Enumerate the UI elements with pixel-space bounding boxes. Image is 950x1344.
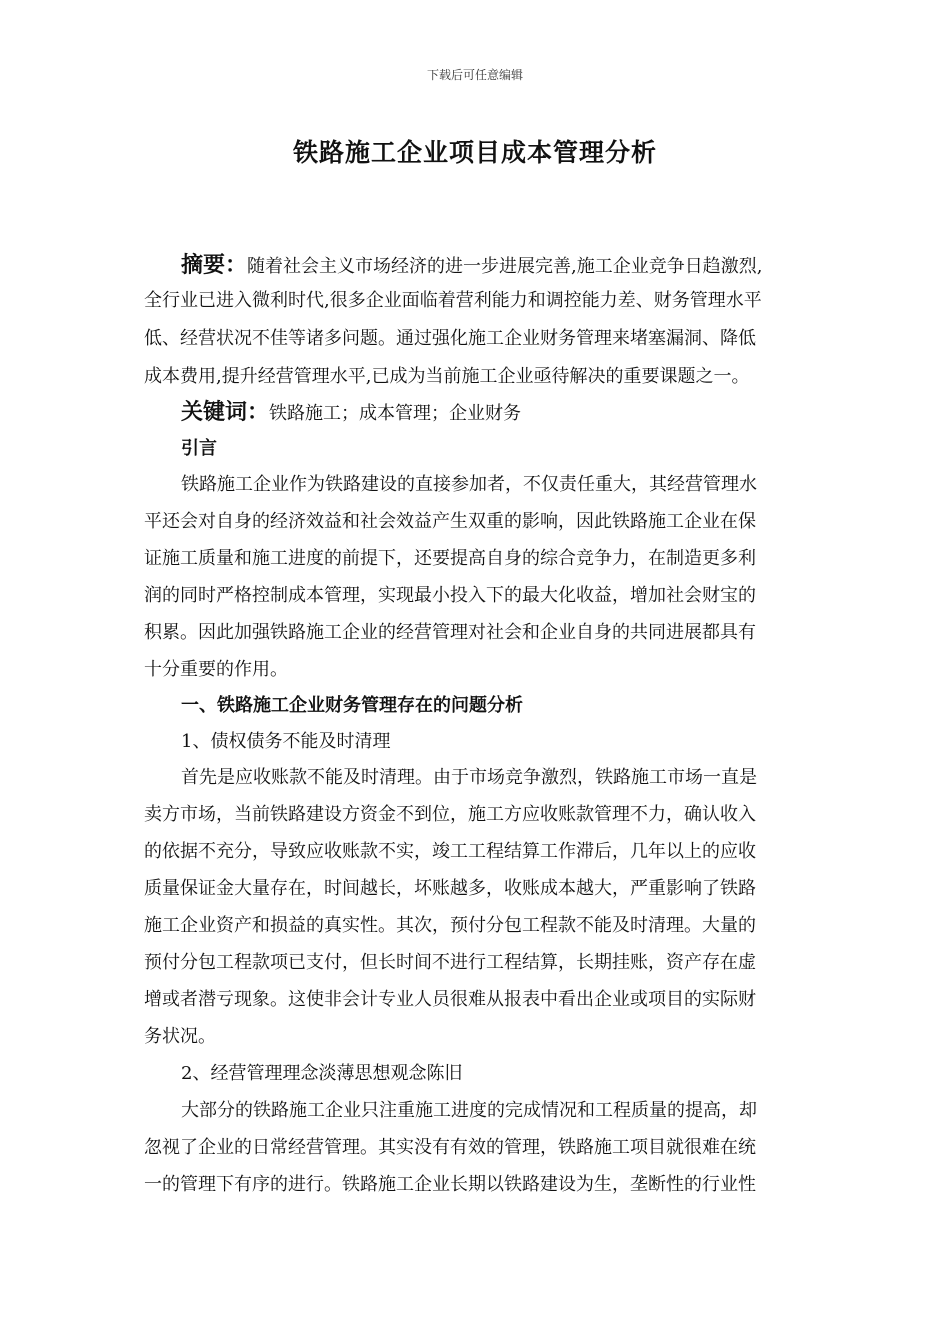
document-title: 铁路施工企业项目成本管理分析 xyxy=(292,138,657,167)
paragraph-line: 积累。因此加强铁路施工企业的经营管理对社会和企业自身的共同进展都具有 xyxy=(144,622,756,643)
paragraph-line: 首先是应收账款不能及时清理。由于市场竞争激烈，铁路施工市场一直是 xyxy=(181,767,757,788)
intro-heading: 引言 xyxy=(181,438,217,459)
header-note: 下载后可任意编辑 xyxy=(426,68,523,82)
keywords-text: 铁路施工；成本管理；企业财务 xyxy=(269,403,522,424)
paragraph-line: 增或者潜亏现象。这使非会计专业人员很难从报表中看出企业或项目的实际财 xyxy=(144,989,756,1010)
abstract-line-4: 成本费用,提升经营管理水平,已成为当前施工企业亟待解决的重要课题之一。 xyxy=(144,366,750,387)
subsection-heading: 2、经营管理理念淡薄思想观念陈旧 xyxy=(181,1063,463,1084)
paragraph-line: 十分重要的作用。 xyxy=(144,659,288,680)
abstract-line-1 xyxy=(181,252,762,280)
paragraph-line: 平还会对自身的经济效益和社会效益产生双重的影响，因此铁路施工企业在保 xyxy=(144,511,756,532)
paragraph-line: 证施工质量和施工进度的前提下，还要提高自身的综合竞争力，在制造更多利 xyxy=(144,548,756,569)
section-heading: 一、铁路施工企业财务管理存在的问题分析 xyxy=(181,695,523,716)
abstract-line-3: 低、经营状况不佳等诸多问题。通过强化施工企业财务管理来堵塞漏洞、降低 xyxy=(144,328,756,349)
paragraph-line: 润的同时严格控制成本管理，实现最小投入下的最大化收益，增加社会财宝的 xyxy=(144,585,756,606)
keywords-line xyxy=(181,399,521,427)
paragraph-line: 质量保证金大量存在，时间越长，坏账越多，收账成本越大，严重影响了铁路 xyxy=(144,878,756,899)
paragraph-line: 卖方市场，当前铁路建设方资金不到位，施工方应收账款管理不力，确认收入 xyxy=(144,804,756,825)
paragraph-line: 务状况。 xyxy=(144,1026,216,1047)
paragraph-line: 一的管理下有序的进行。铁路施工企业长期以铁路建设为生，垄断性的行业性 xyxy=(144,1174,756,1195)
abstract-text: 随着社会主义市场经济的进一步进展完善,施工企业竞争日趋激烈, xyxy=(247,256,763,277)
paragraph-line: 忽视了企业的日常经营管理。其实没有有效的管理，铁路施工项目就很难在统 xyxy=(144,1137,756,1158)
subsection-heading: 1、债权债务不能及时清理 xyxy=(181,731,391,752)
abstract-label: 摘要： xyxy=(181,252,248,278)
paragraph-line: 预付分包工程款项已支付，但长时间不进行工程结算，长期挂账，资产存在虚 xyxy=(144,952,756,973)
paragraph-line: 施工企业资产和损益的真实性。其次，预付分包工程款不能及时清理。大量的 xyxy=(144,915,756,936)
keywords-label: 关键词： xyxy=(181,399,270,425)
paragraph-line: 的依据不充分，导致应收账款不实，竣工工程结算工作滞后，几年以上的应收 xyxy=(144,841,756,862)
paragraph-line: 铁路施工企业作为铁路建设的直接参加者，不仅责任重大，其经营管理水 xyxy=(181,474,757,495)
abstract-line-2: 全行业已进入微利时代,很多企业面临着营利能力和调控能力差、财务管理水平 xyxy=(144,290,762,311)
paragraph-line: 大部分的铁路施工企业只注重施工进度的完成情况和工程质量的提高，却 xyxy=(181,1100,757,1121)
